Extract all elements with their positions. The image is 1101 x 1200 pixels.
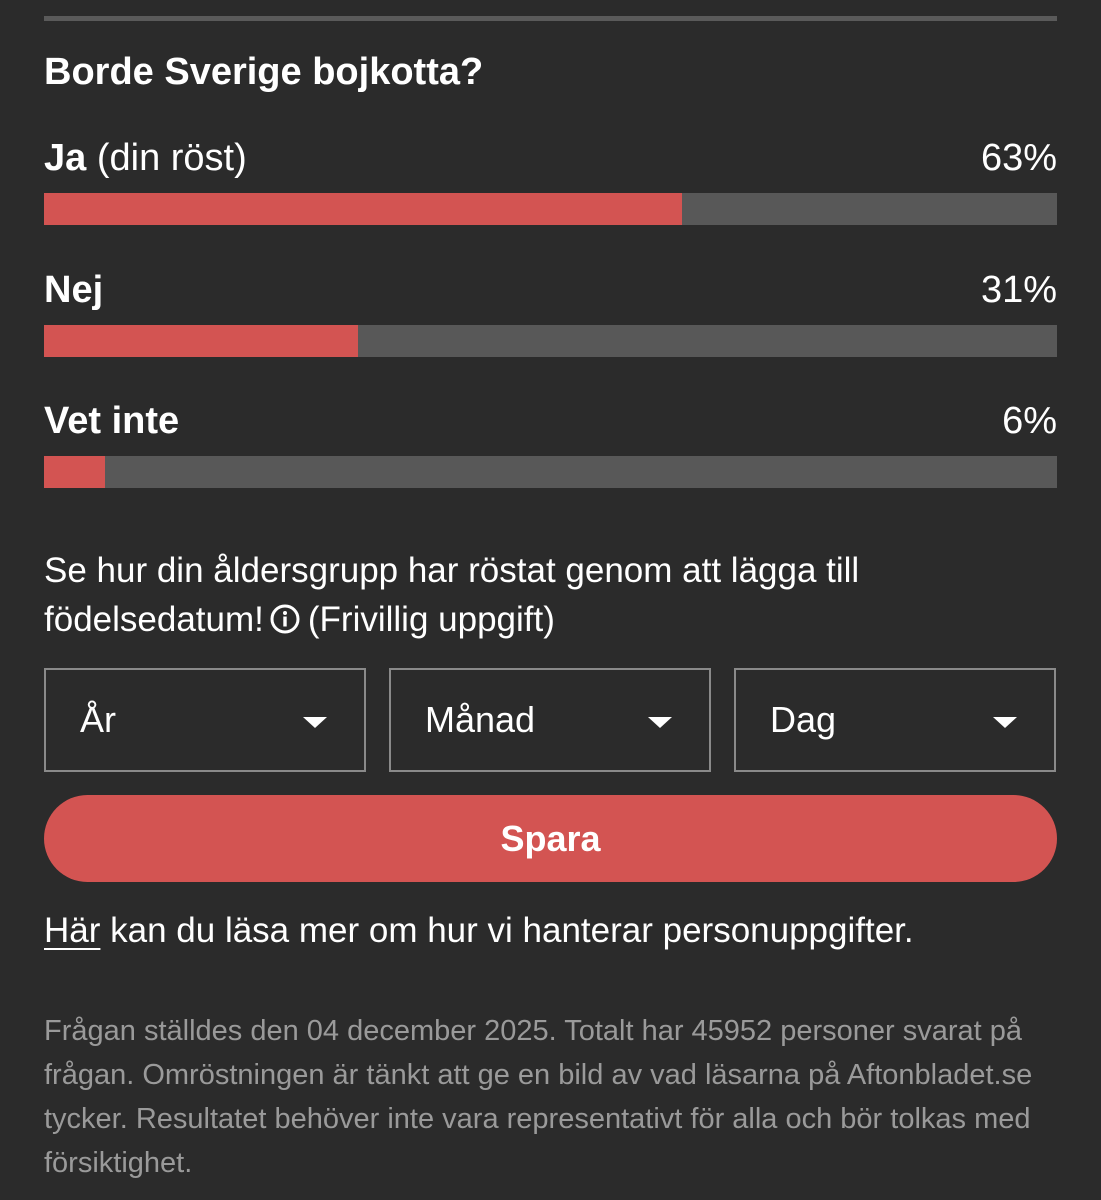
day-select[interactable] — [734, 668, 1056, 772]
option-name: Ja — [44, 137, 87, 179]
option-name: Nej — [44, 269, 104, 311]
day-select-value: Dag — [770, 699, 837, 740]
poll-option-label — [44, 396, 179, 446]
year-select-value: År — [80, 699, 116, 740]
result-bar-track — [44, 456, 1057, 488]
privacy-text: kan du läsa mer om hur vi hanterar personuppgifter. — [100, 911, 914, 950]
poll-widget — [44, 0, 1057, 1200]
month-select[interactable] — [389, 668, 711, 772]
privacy-link[interactable]: Här — [44, 911, 101, 950]
optional-note: (Frivillig uppgift) — [307, 600, 555, 639]
poll-option-percent: 6% — [1002, 400, 1057, 442]
caret-down-icon — [648, 717, 672, 728]
result-bar-track — [44, 193, 1057, 225]
result-bar-fill — [44, 325, 358, 357]
birthdate-selects — [44, 668, 1057, 772]
poll-option-label — [44, 133, 247, 183]
birthdate-prompt — [44, 546, 1057, 644]
poll-option-percent: 31% — [980, 269, 1057, 311]
result-bar-fill — [44, 193, 682, 225]
poll-option-percent: 63% — [980, 137, 1057, 179]
birthdate-prompt-text: Se hur din åldersgrupp har röstat genom att lägga till födelsedatum! — [44, 551, 860, 639]
save-button[interactable]: Spara — [44, 795, 1057, 882]
result-bar-fill — [44, 456, 105, 488]
poll-option-nej — [44, 265, 1057, 365]
privacy-notice — [44, 906, 1057, 956]
poll-question: Borde Sverige bojkotta? — [44, 51, 484, 93]
poll-disclaimer: Frågan ställdes den 04 december 2025. Totalt har 45952 personer svarat på frågan. Omröstningen är tänkt att ge en bild av vad läsarna på Aftonbladet.se tycker. Resultatet behöver inte vara representativt för alla och bör tolkas med försiktighet. — [44, 1015, 1033, 1179]
poll-option-header — [44, 133, 1057, 183]
poll-option-header — [44, 265, 1057, 315]
option-name: Vet inte — [44, 400, 180, 442]
year-select[interactable] — [44, 668, 366, 772]
info-circle-icon[interactable] — [270, 598, 300, 628]
your-vote-note: (din röst) — [96, 137, 247, 179]
poll-option-label — [44, 265, 103, 315]
poll-option-header — [44, 396, 1057, 446]
poll-option-ja — [44, 133, 1057, 233]
caret-down-icon — [303, 717, 327, 728]
poll-option-vet-inte — [44, 396, 1057, 496]
result-bar-track — [44, 325, 1057, 357]
divider — [44, 16, 1057, 21]
month-select-value: Månad — [425, 699, 536, 740]
caret-down-icon — [993, 717, 1017, 728]
